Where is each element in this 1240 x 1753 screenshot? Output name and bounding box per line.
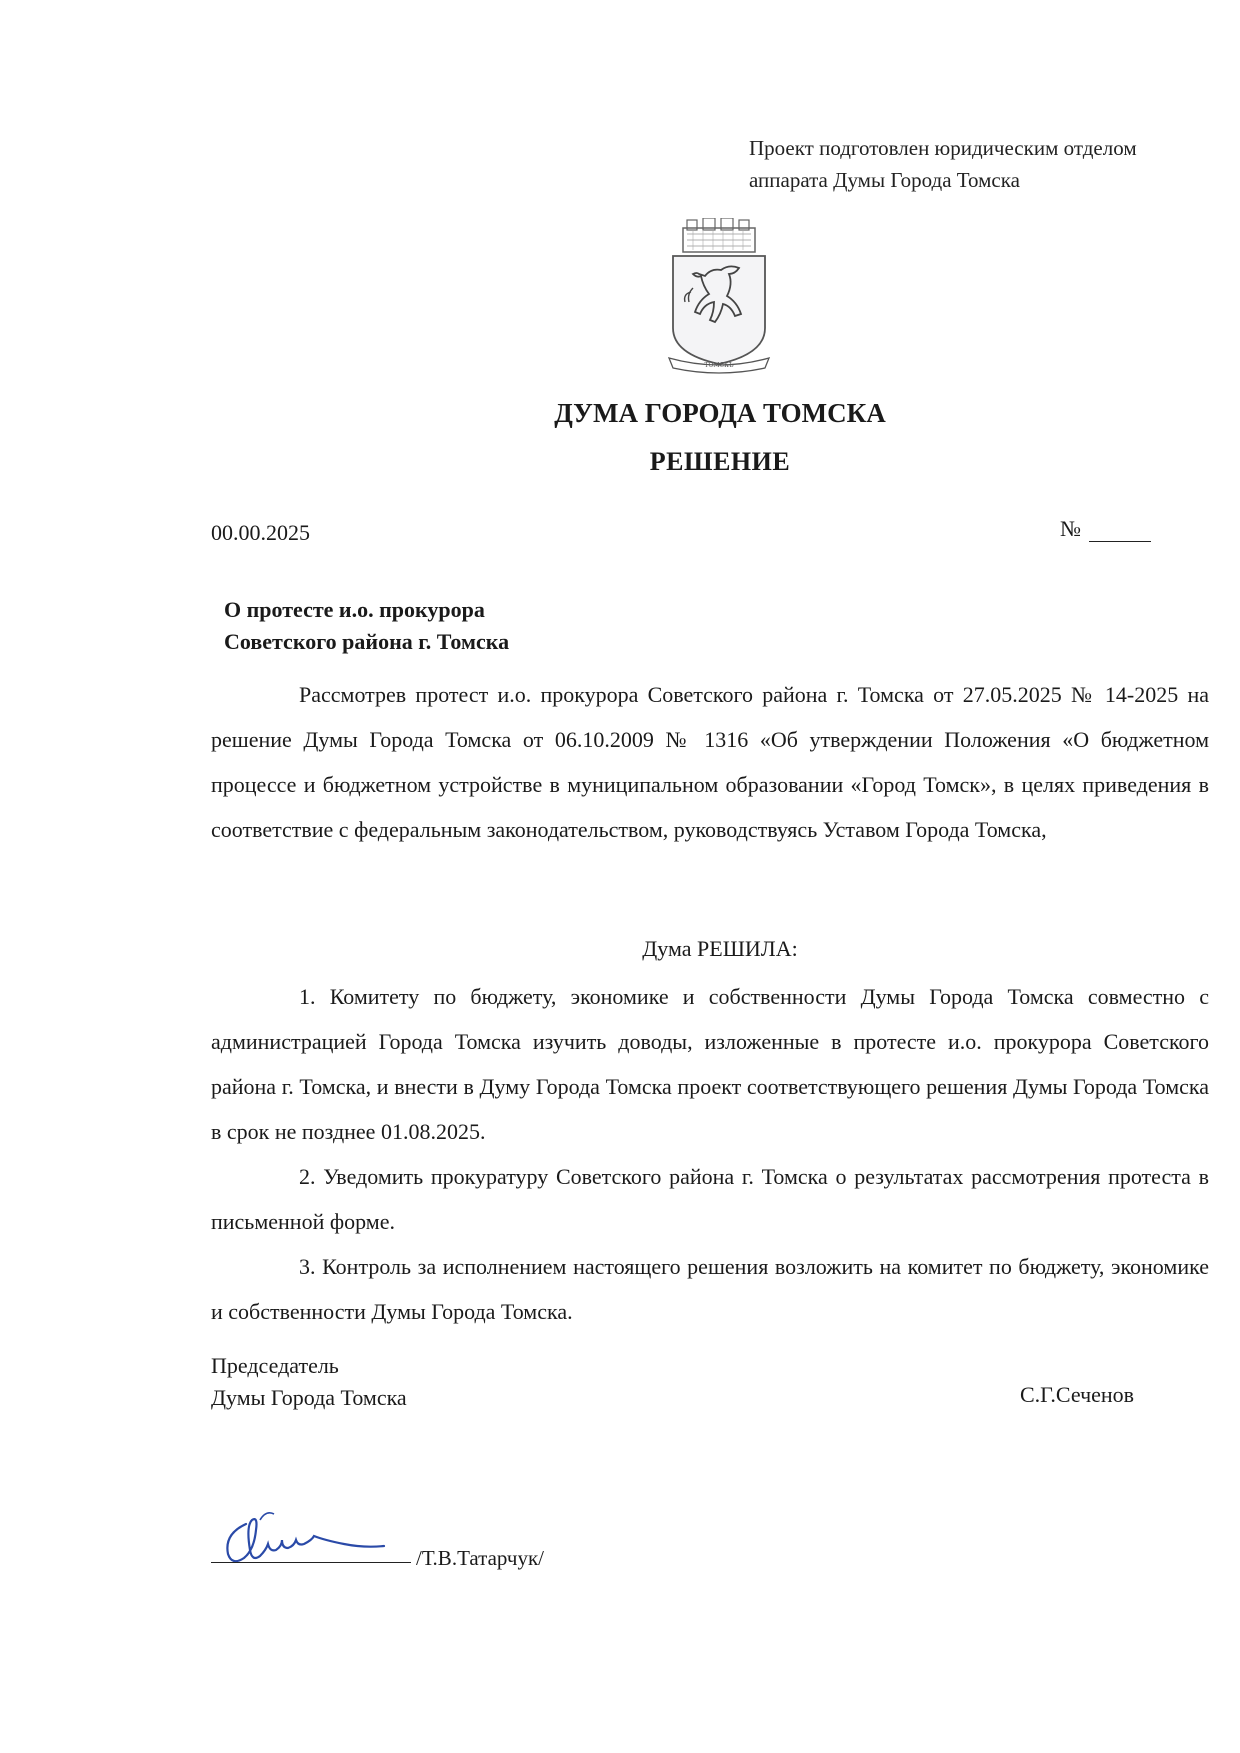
document-type: РЕШЕНИЕ <box>649 447 791 476</box>
resolution-items <box>211 974 1209 1334</box>
emblem-ribbon-text: ТОМСКЪ <box>704 362 734 369</box>
signer-role-line-1: Председатель <box>211 1353 339 1378</box>
subject-line-2: Советского района г. Томска <box>224 629 510 654</box>
signer-role <box>211 1350 407 1414</box>
prepared-line-2: аппарата Думы Города Томска <box>749 168 1020 192</box>
prepared-line-1: Проект подготовлен юридическим отделом <box>749 136 1137 160</box>
subject-line-1: О протесте и.о. прокурора <box>224 597 485 622</box>
document-number <box>1060 516 1151 542</box>
subject <box>224 594 509 658</box>
resolved-label: Дума РЕШИЛА: <box>642 936 798 961</box>
number-blank <box>1089 519 1151 542</box>
document-date: 00.00.2025 <box>211 520 310 545</box>
visa-name: /Т.В.Татарчук/ <box>416 1546 544 1570</box>
prepared-by-note <box>749 132 1137 196</box>
signer-role-line-2: Думы Города Томска <box>211 1385 407 1410</box>
tomsk-coat-of-arms-icon <box>663 218 775 378</box>
signer-name: С.Г.Сеченов <box>1020 1382 1135 1407</box>
signature-line <box>211 1562 411 1563</box>
number-label: № <box>1060 516 1081 541</box>
resolution-item-3: 3. Контроль за исполнением настоящего решения возложить на комитет по бюджету, экономике и собственности Думы Города Томска. <box>211 1254 1209 1324</box>
resolution-item-1: 1. Комитету по бюджету, экономике и собственности Думы Города Томска совместно с администрацией Города Томска изучить доводы, изложенные в протесте и.о. прокурора Советского района г. Томска, и внести в Думу Города Томска проект соответствующего решения Думы Города Томска в срок не позднее 01.08.2025. <box>211 984 1209 1144</box>
council-title: ДУМА ГОРОДА ТОМСКА <box>554 398 886 428</box>
preamble-paragraph: Рассмотрев протест и.о. прокурора Советского района г. Томска от 27.05.2025 № 14-2025 на решение Думы Города Томска от 06.10.2009 № 1316 «Об утверждении Положения «О бюджетном процессе и бюджетном устройстве в муниципальном образовании «Город Томск», в целях приведения в соответствие с федеральным законодательством, руководствуясь Уставом Города Томска, <box>211 682 1209 842</box>
resolution-item-2: 2. Уведомить прокуратуру Советского района г. Томска о результатах рассмотрения протеста в письменной форме. <box>211 1164 1209 1234</box>
